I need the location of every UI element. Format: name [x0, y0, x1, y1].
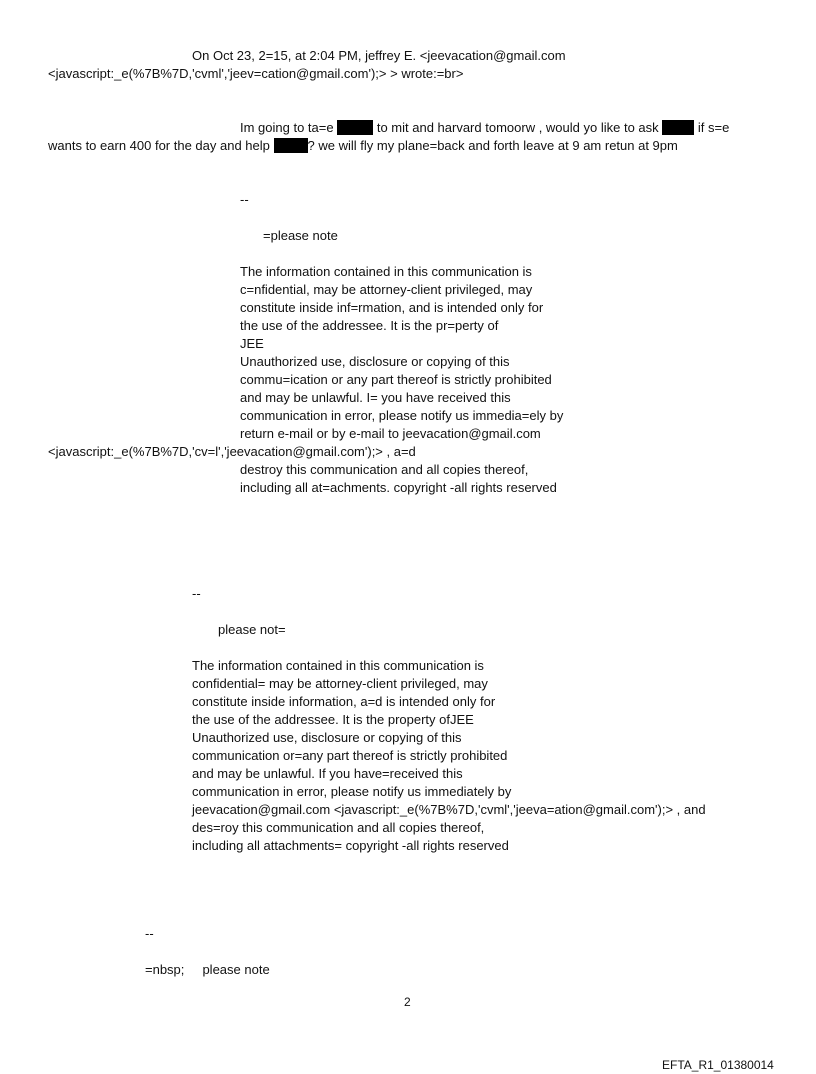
- disclaimer-line: The information contained in this communication is: [192, 658, 484, 673]
- disclaimer-line: including all at=achments. copyright -all rights reserved: [240, 480, 557, 495]
- page-number: 2: [404, 995, 411, 1009]
- disclaimer-line: communication or=any part thereof is strictly prohibited: [192, 748, 508, 763]
- disclaimer-line: and may be unlawful. I= you have received this: [240, 390, 511, 405]
- redaction-block: [662, 120, 694, 135]
- disclaimer-line: constitute inside information, a=d is intended only for: [192, 694, 496, 709]
- email-header-line: On Oct 23, 2=15, at 2:04 PM, jeffrey E. <jeevacation@gmail.com: [192, 48, 566, 63]
- bates-number: EFTA_R1_01380014: [662, 1058, 774, 1072]
- disclaimer-line: jeevacation@gmail.com <javascript:_e(%7B%7D,'cvml','jeeva=ation@gmail.com');> , and: [192, 802, 706, 817]
- disclaimer-line: the use of the addressee. It is the pr=perty of: [240, 318, 499, 333]
- disclaimer-line: communication in error, please notify us immedia=ely by: [240, 408, 564, 423]
- disclaimer-heading: =please note: [263, 228, 338, 243]
- disclaimer-heading: please not=: [218, 622, 286, 637]
- email-header-line: <javascript:_e(%7B%7D,'cvml','jeev=cation@gmail.com');> > wrote:=br>: [48, 66, 464, 81]
- disclaimer-line: Unauthorized use, disclosure or copying of this: [240, 354, 510, 369]
- disclaimer-line: commu=ication or any part thereof is strictly prohibited: [240, 372, 552, 387]
- disclaimer-line: JEE: [240, 336, 264, 351]
- disclaimer-line: The information contained in this communication is: [240, 264, 532, 279]
- redaction-block: [337, 120, 373, 135]
- message-text: Im going to ta=e: [240, 120, 334, 135]
- disclaimer-line: communication in error, please notify us immediately by: [192, 784, 512, 799]
- disclaimer-line: the use of the addressee. It is the property ofJEE: [192, 712, 474, 727]
- disclaimer-heading: =nbsp; please note: [145, 962, 270, 977]
- disclaimer-line: constitute inside inf=rmation, and is intended only for: [240, 300, 544, 315]
- message-line: [240, 119, 729, 137]
- disclaimer-line: confidential= may be attorney-client privileged, may: [192, 676, 488, 691]
- message-line: [48, 137, 678, 155]
- signature-separator: --: [192, 586, 201, 601]
- disclaimer-line: Unauthorized use, disclosure or copying of this: [192, 730, 462, 745]
- message-text: wants to earn 400 for the day and help: [48, 138, 270, 153]
- disclaimer-line: destroy this communication and all copies thereof,: [240, 462, 529, 477]
- signature-separator: --: [240, 192, 249, 207]
- message-text: if s=e: [697, 120, 730, 135]
- disclaimer-line: and may be unlawful. If you have=received this: [192, 766, 463, 781]
- message-text: to mit and harvard tomoorw , would yo like to ask: [376, 120, 659, 135]
- disclaimer-line: return e-mail or by e-mail to jeevacation@gmail.com: [240, 426, 541, 441]
- disclaimer-line: <javascript:_e(%7B%7D,'cv=l','jeevacation@gmail.com');> , a=d: [48, 444, 416, 459]
- redaction-block: [274, 138, 308, 153]
- disclaimer-line: des=roy this communication and all copies thereof,: [192, 820, 485, 835]
- message-text: ? we will fly my plane=back and forth leave at 9 am retun at 9pm: [307, 138, 678, 153]
- disclaimer-line: including all attachments= copyright -all rights reserved: [192, 838, 509, 853]
- disclaimer-line: c=nfidential, may be attorney-client privileged, may: [240, 282, 533, 297]
- signature-separator: --: [145, 926, 154, 941]
